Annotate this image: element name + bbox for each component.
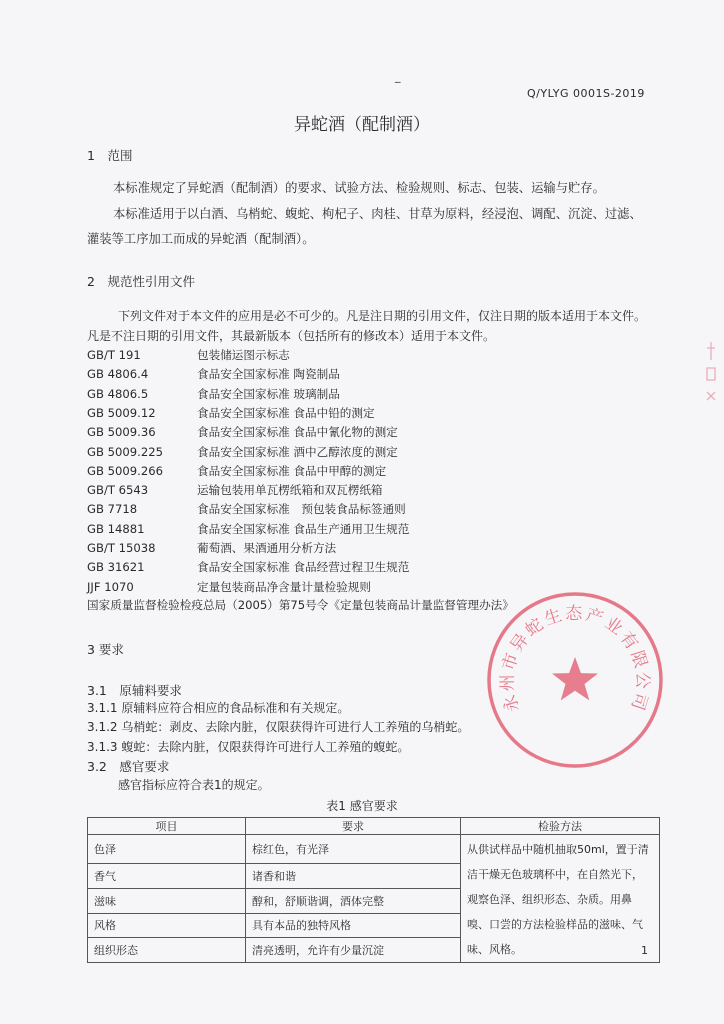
table-cell-requirement: 醇和，舒顺谐调，酒体完整 bbox=[246, 889, 461, 914]
table-row bbox=[88, 835, 660, 864]
reference-title: 食品安全国家标准 玻璃制品 bbox=[197, 386, 340, 401]
section-3-1-heading: 3.1 原辅料要求 bbox=[87, 683, 182, 698]
section-2-para: 下列文件对于本文件的应用是必不可少的。凡是注日期的引用文件，仅注日期的版本适用于本文件。 bbox=[118, 309, 647, 323]
section-3-2-heading: 3.2 感官要求 bbox=[87, 759, 170, 774]
reference-code: JJF 1070 bbox=[87, 579, 134, 594]
reference-title: 运输包装用单瓦楞纸箱和双瓦楞纸箱 bbox=[197, 483, 383, 498]
table-cell-method: 从供试样品中随机抽取50ml，置于清洁干燥无色玻璃杯中，在自然光下，观察色泽、组织形态、杂质。用鼻嗅、口尝的方法检验样品的滋味、气味、风格。 bbox=[461, 835, 660, 963]
table-header-row bbox=[88, 818, 660, 835]
reference-code: GB/T 15038 bbox=[87, 541, 156, 555]
standard-number: Q/YLYG 0001S-2019 bbox=[527, 87, 645, 100]
section-1-heading: 1 范围 bbox=[87, 148, 133, 163]
section-2-para-cont: 凡是不注日期的引用文件，其最新版本（包括所有的修改本）适用于本文件。 bbox=[87, 329, 496, 343]
sensory-requirements-table bbox=[87, 817, 660, 963]
table-caption: 表1 感官要求 bbox=[326, 799, 398, 813]
table-header-requirement: 要求 bbox=[246, 818, 461, 835]
page-number: 1 bbox=[641, 944, 648, 957]
seal-star-icon bbox=[552, 657, 598, 700]
reference-code: GB 7718 bbox=[87, 502, 138, 517]
reference-title: 食品安全国家标准 食品生产通用卫生规范 bbox=[197, 521, 410, 536]
reference-title: 食品安全国家标准 酒中乙醇浓度的测定 bbox=[197, 444, 398, 459]
section-1-para-2-cont: 灌装等工序加工而成的异蛇酒（配制酒）。 bbox=[87, 232, 315, 246]
table-header-item: 项目 bbox=[88, 818, 246, 835]
table-header-method: 检验方法 bbox=[461, 818, 660, 835]
reference-code: GB 5009.36 bbox=[87, 425, 156, 440]
section-3-1-1: 3.1.1 原辅料应符合相应的食品标准和有关规定。 bbox=[87, 701, 350, 715]
reference-code: GB 14881 bbox=[87, 521, 145, 536]
reference-title: 包装储运图示标志 bbox=[197, 348, 290, 362]
reference-title: 食品安全国家标准 食品中铅的测定 bbox=[197, 405, 375, 420]
table-cell-requirement: 棕红色，有光泽 bbox=[246, 835, 461, 864]
reference-title: 食品安全国家标准 食品中氰化物的测定 bbox=[197, 425, 398, 440]
section-1-para-1: 本标准规定了异蛇酒（配制酒）的要求、试验方法、检验规则、标志、包装、运输与贮存。 bbox=[113, 181, 605, 195]
table-cell-item: 滋味 bbox=[88, 889, 246, 914]
decree-reference: 国家质量监督检验检疫总局（2005）第75号令《定量包装商品计量监督管理办法》 bbox=[87, 598, 514, 612]
reference-title: 食品安全国家标准 食品中甲醇的测定 bbox=[197, 463, 387, 478]
company-seal bbox=[480, 585, 670, 775]
edge-seal-fragment bbox=[704, 340, 718, 420]
reference-code: GB 5009.12 bbox=[87, 405, 156, 420]
section-3-2-para: 感官指标应符合表1的规定。 bbox=[118, 778, 270, 792]
reference-code: GB 4806.4 bbox=[87, 367, 149, 382]
table-cell-requirement: 诸香和谐 bbox=[246, 864, 461, 889]
reference-code: GB 5009.266 bbox=[87, 463, 163, 478]
table-cell-requirement: 清亮透明，允许有少量沉淀 bbox=[246, 938, 461, 963]
reference-title: 食品安全国家标准 预包装食品标签通则 bbox=[197, 502, 406, 517]
section-2-heading: 2 规范性引用文件 bbox=[87, 274, 195, 289]
section-3-1-2: 3.1.2 乌梢蛇：剥皮、去除内脏，仅限获得许可进行人工养殖的乌梢蛇。 bbox=[87, 720, 470, 734]
reference-title: 食品安全国家标准 食品经营过程卫生规范 bbox=[197, 560, 410, 575]
reference-code: GB 31621 bbox=[87, 560, 145, 575]
section-1-para-2: 本标准适用于以白酒、乌梢蛇、蝮蛇、枸杞子、肉桂、甘草为原料，经浸泡、调配、沉淀、过滤、 bbox=[113, 207, 642, 221]
reference-title: 食品安全国家标准 陶瓷制品 bbox=[197, 367, 340, 382]
reference-code: GB/T 6543 bbox=[87, 483, 149, 498]
reference-code: GB 5009.225 bbox=[87, 444, 163, 459]
document-title: 异蛇酒（配制酒） bbox=[294, 115, 430, 135]
section-3-heading: 3 要求 bbox=[87, 642, 124, 657]
table-cell-requirement: 具有本品的独特风格 bbox=[246, 913, 461, 938]
table-cell-item: 组织形态 bbox=[88, 938, 246, 963]
reference-code: GB/T 191 bbox=[87, 348, 141, 362]
reference-code: GB 4806.5 bbox=[87, 386, 149, 401]
reference-title: 葡萄酒、果酒通用分析方法 bbox=[197, 541, 337, 555]
table-cell-item: 色泽 bbox=[88, 835, 246, 864]
table-cell-item: 风格 bbox=[88, 913, 246, 938]
section-3-1-3: 3.1.3 蝮蛇：去除内脏，仅限获得许可进行人工养殖的蝮蛇。 bbox=[87, 740, 410, 754]
seal-text: 永州市异蛇生态产业有限公司 bbox=[497, 604, 653, 715]
reference-title: 定量包装商品净含量计量检验规则 bbox=[197, 579, 371, 594]
table-cell-item: 香气 bbox=[88, 864, 246, 889]
header-dash: _ bbox=[395, 70, 401, 83]
